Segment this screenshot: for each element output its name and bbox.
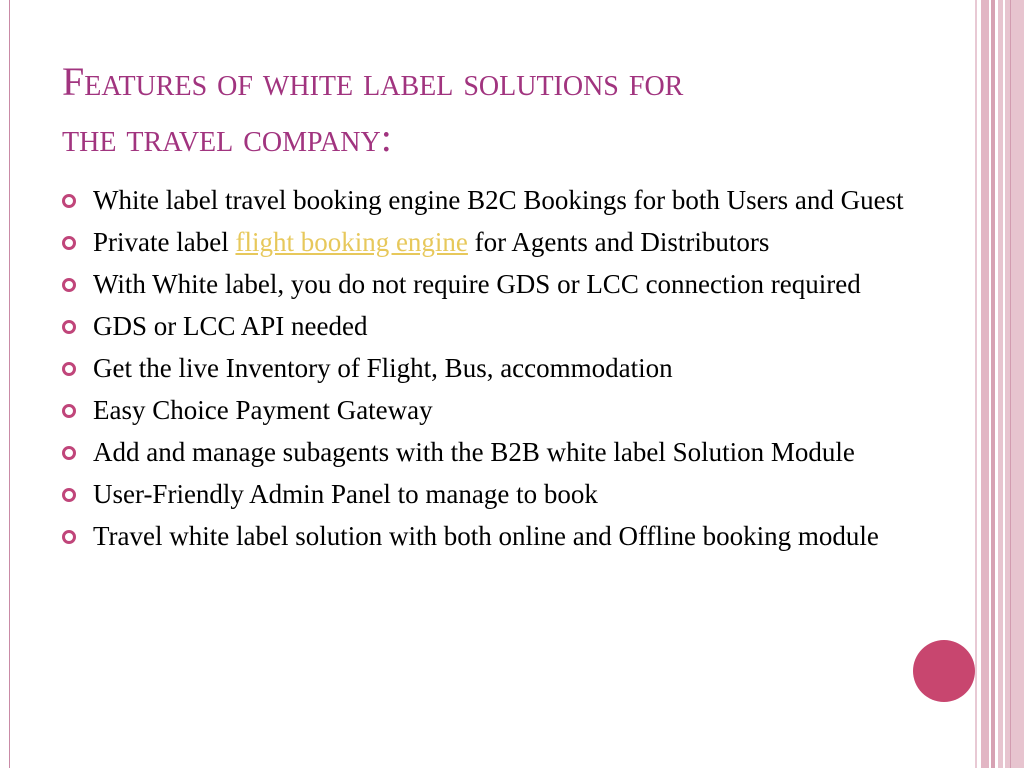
ring-bullet-icon [62, 194, 76, 208]
ring-bullet-icon [62, 278, 76, 292]
bullet-text: Add and manage subagents with the B2B white label Solution Module [93, 437, 855, 467]
ring-bullet-icon [62, 362, 76, 376]
bullet-text: Get the live Inventory of Flight, Bus, accommodation [93, 353, 673, 383]
ring-bullet-icon [62, 488, 76, 502]
ring-bullet-icon [62, 320, 76, 334]
right-stripe [991, 0, 995, 768]
list-item [62, 225, 910, 259]
bullet-text: GDS or LCC API needed [93, 311, 368, 341]
right-stripe [998, 0, 1024, 768]
slide-title [62, 54, 922, 166]
right-stripe [975, 0, 977, 768]
bullet-text-after: for Agents and Distributors [467, 227, 770, 257]
list-item [62, 477, 910, 511]
right-stripe [1003, 0, 1005, 768]
ring-bullet-icon [62, 404, 76, 418]
bullet-text: Travel white label solution with both online and Offline booking module [93, 521, 879, 551]
bullet-text: User-Friendly Admin Panel to manage to book [93, 479, 598, 509]
ring-bullet-icon [62, 446, 76, 460]
right-stripe [981, 0, 989, 768]
list-item [62, 309, 910, 343]
flight-booking-engine-link[interactable]: flight booking engine [235, 227, 468, 257]
list-item [62, 183, 910, 217]
title-line-1: Features of white label solutions for [62, 59, 684, 104]
bullet-text: White label travel booking engine B2C Bookings for both Users and Guest [93, 185, 904, 215]
list-item [62, 267, 910, 301]
ring-bullet-icon [62, 530, 76, 544]
right-stripe [1010, 0, 1011, 768]
bullet-list [62, 183, 910, 561]
list-item [62, 435, 910, 469]
ring-bullet-icon [62, 236, 76, 250]
list-item [62, 393, 910, 427]
circle-decoration [913, 640, 975, 702]
list-item [62, 519, 910, 553]
title-line-2: the travel company: [62, 115, 392, 160]
bullet-text: With White label, you do not require GDS or LCC connection required [93, 269, 861, 299]
bullet-text: Easy Choice Payment Gateway [93, 395, 433, 425]
bullet-text-before: Private label [93, 227, 236, 257]
left-rule [9, 0, 10, 768]
list-item [62, 351, 910, 385]
